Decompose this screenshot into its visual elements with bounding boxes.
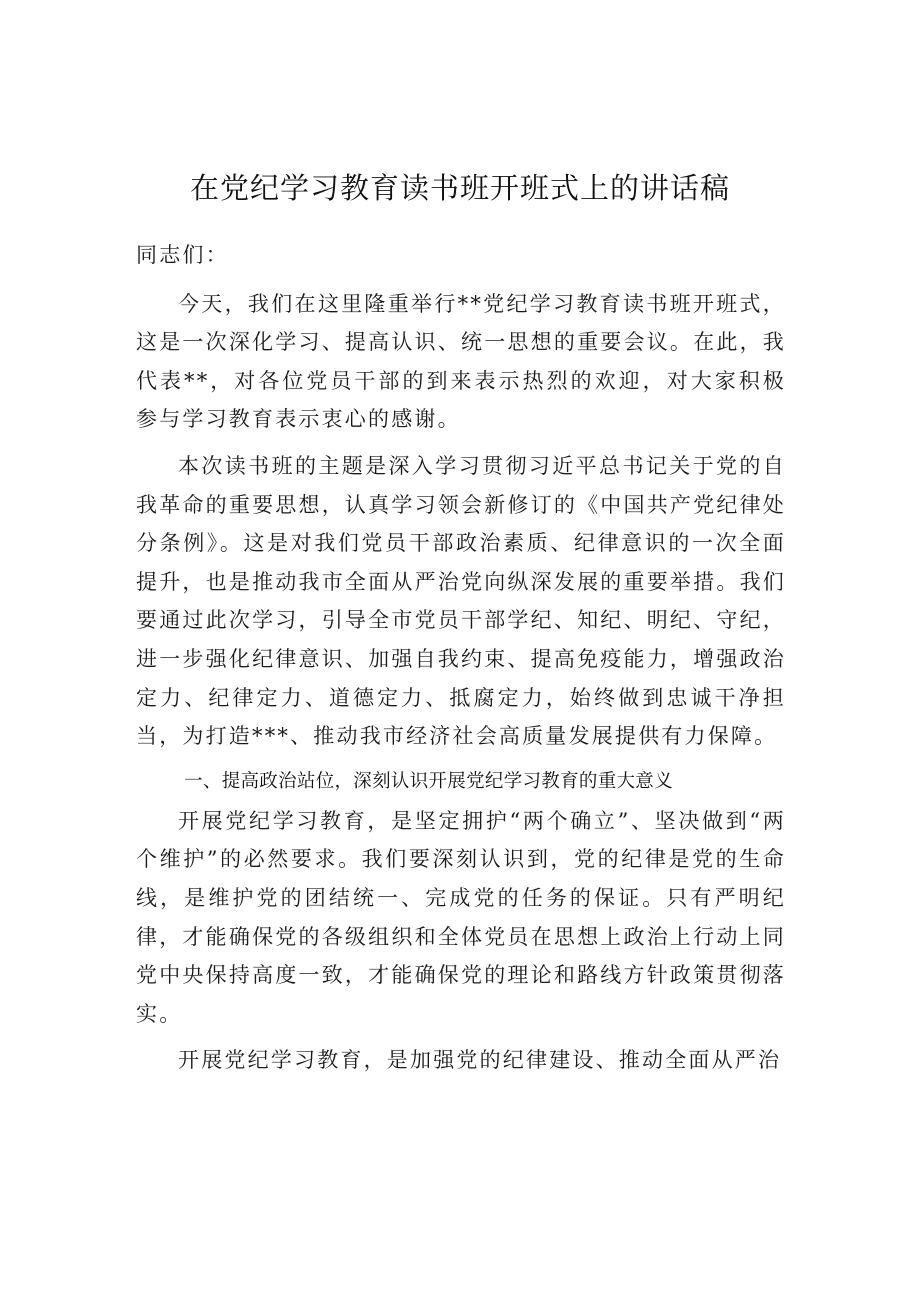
paragraph-theme: 本次读书班的主题是深入学习贯彻习近平总书记关于党的自我革命的重要思想，认真学习领会新修订的《中国共产党纪律处分条例》。这是对我们党员干部政治素质、纪律意识的一次全面提升，也是推动我市全面从严治党向纵深发展的重要举措。我们要通过此次学习，引导全市党员干部学纪、知纪、明纪、守纪，进一步强化纪律意识、加强自我约束、提高免疫能力，增强政治定力、纪律定力、道德定力、抵腐定力，始终做到忠诚干净担当，为打造***、推动我市经济社会高质量发展提供有力保障。 [136, 453, 786, 749]
salutation: 同志们： [136, 243, 229, 267]
paragraph-discipline: 开展党纪学习教育，是加强党的纪律建设、推动全面从严治 [178, 1048, 782, 1073]
section-heading: 一、提高政治站位，深刻认识开展党纪学习教育的重大意义 [184, 770, 673, 792]
paragraph-opening: 今天，我们在这里隆重举行**党纪学习教育读书班开班式，这是一次深化学习、提高认识、统一思想的重要会议。在此，我代表**，对各位党员干部的到来表示热烈的欢迎，对大家积极参与学习教育表示衷心的感谢。 [136, 291, 786, 432]
paragraph-significance: 开展党纪学习教育，是坚定拥护“两个确立”、坚决做到“两个维护”的必然要求。我们要深刻认识到，党的纪律是党的生命线，是维护党的团结统一、完成党的任务的保证。只有严明纪律，才能确保党的各级组织和全体党员在思想上政治上行动上同党中央保持高度一致，才能确保党的理论和路线方针政策贯彻落实。 [136, 808, 786, 1026]
document-body [136, 236, 786, 1080]
document-title: 在党纪学习教育读书班开班式上的讲话稿 [189, 171, 730, 205]
